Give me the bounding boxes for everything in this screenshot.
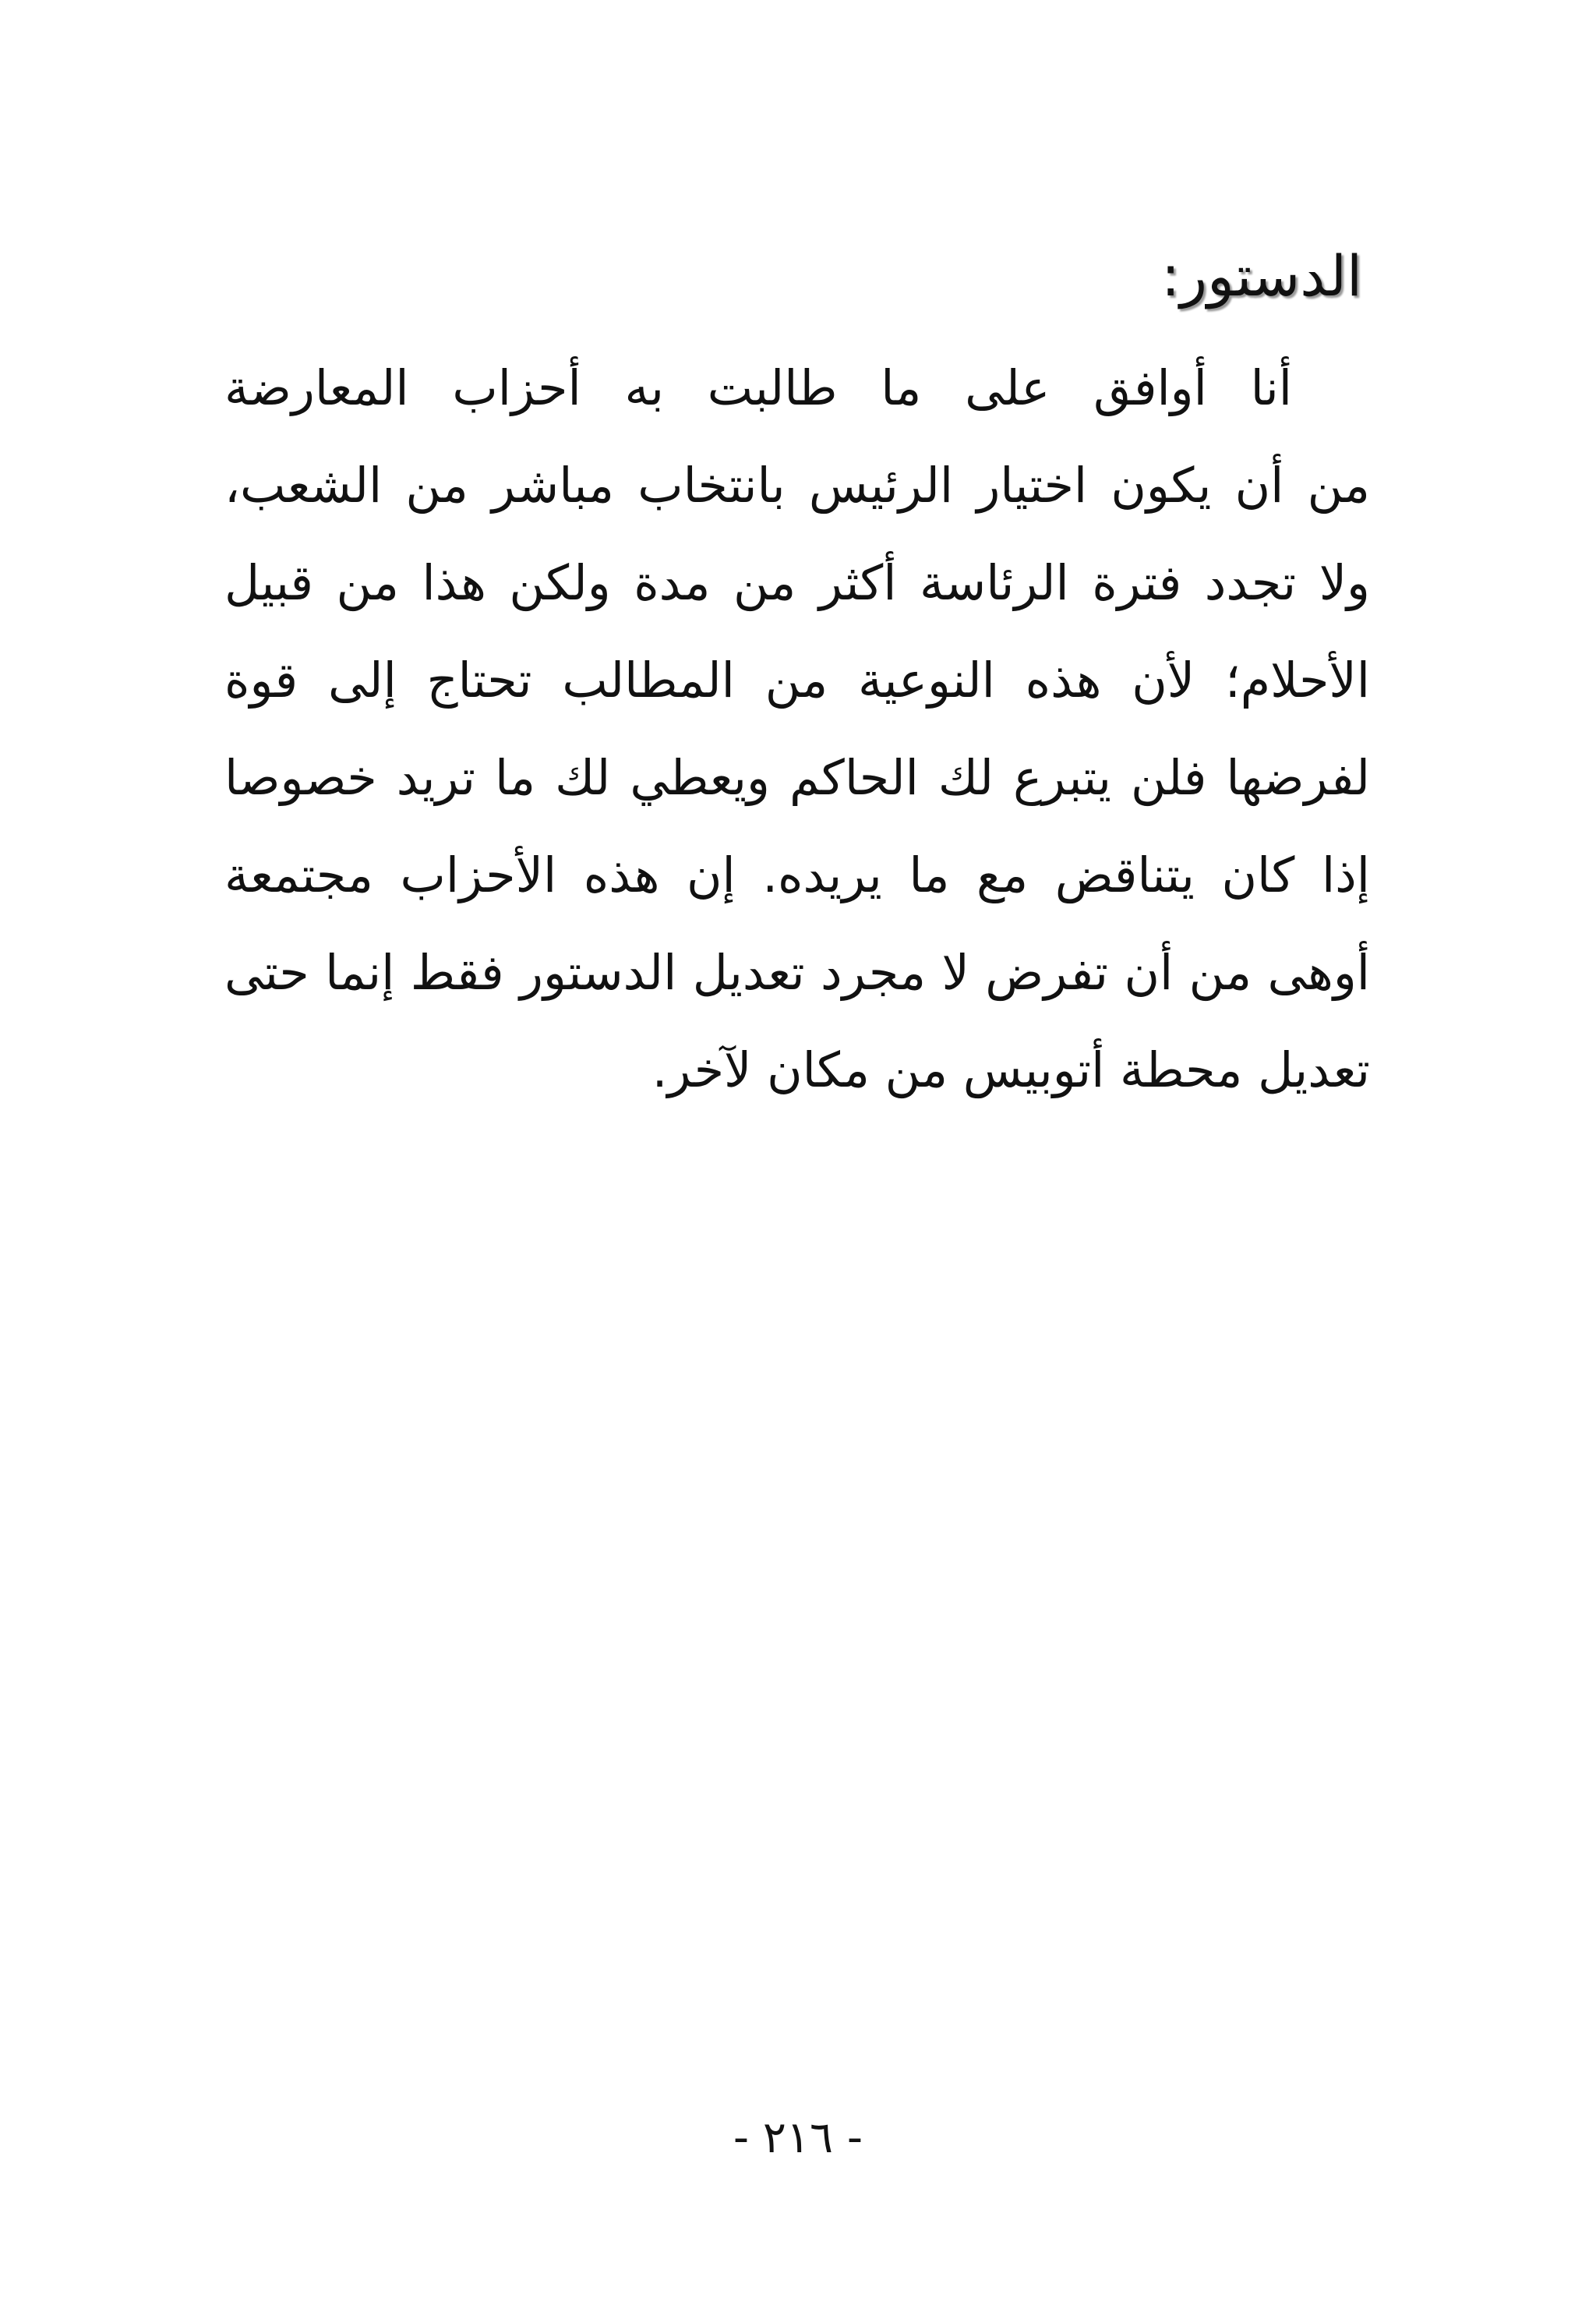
body-paragraph bbox=[224, 339, 1370, 1119]
paragraph-line: ولا تجدد فترة الرئاسة أكثر من مدة ولكن هذا من قبيل bbox=[224, 554, 1370, 611]
page-number: - ٢١٦ - bbox=[733, 2112, 863, 2163]
paragraph-line: تعديل محطة أتوبيس من مكان لآخر. bbox=[651, 1041, 1370, 1098]
paragraph-line: إذا كان يتناقض مع ما يريده. إن هذه الأحزاب مجتمعة bbox=[224, 847, 1370, 903]
paragraph-line: من أن يكون اختيار الرئيس بانتخاب مباشر من الشعب، bbox=[224, 457, 1370, 514]
paragraph-line: أنا أوافق على ما طالبت به أحزاب المعارضة bbox=[224, 359, 1292, 416]
paragraph-line: الأحلام؛ لأن هذه النوعية من المطالب تحتاج إلى قوة bbox=[224, 652, 1370, 709]
paragraph-line: أوهى من أن تفرض لا مجرد تعديل الدستور فقط إنما حتى bbox=[224, 944, 1370, 1001]
paragraph-line: لفرضها فلن يتبرع لك الحاكم ويعطي لك ما تريد خصوصا bbox=[224, 749, 1370, 806]
section-heading: الدستور: bbox=[1160, 243, 1362, 309]
